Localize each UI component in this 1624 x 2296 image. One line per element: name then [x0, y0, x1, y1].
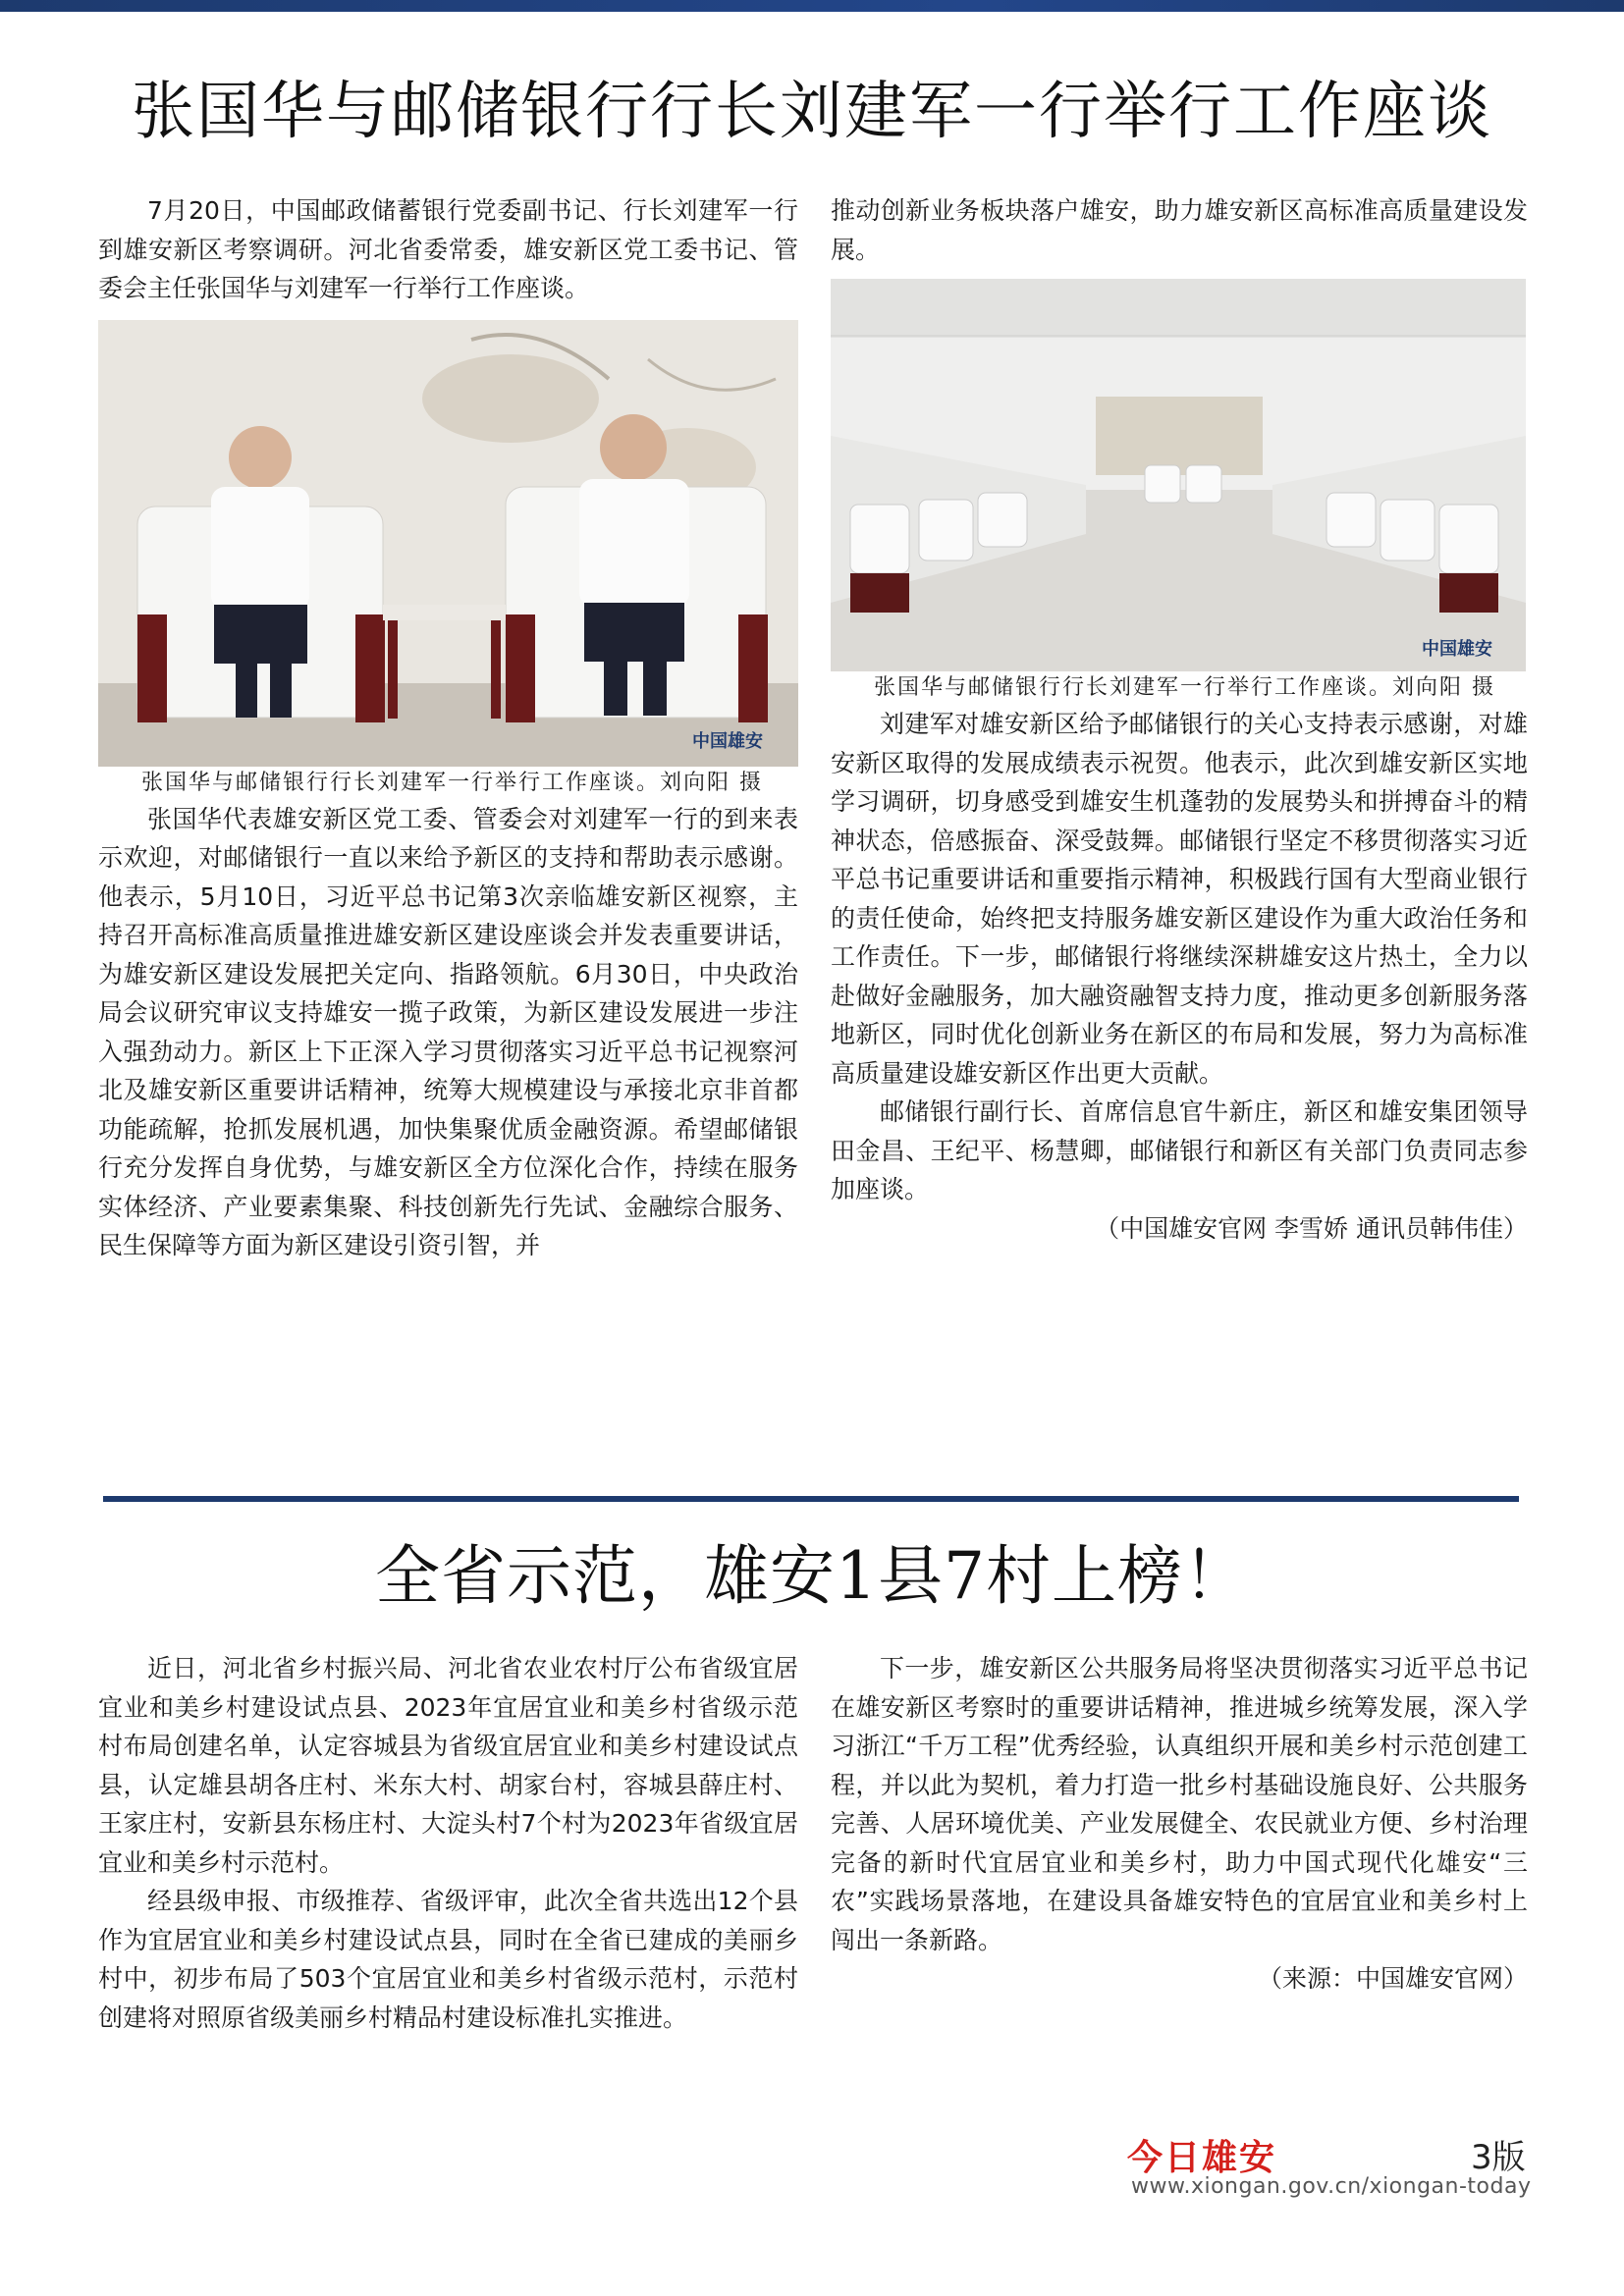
article1-right-continuation: 推动创新业务板块落户雄安，助力雄安新区高标准高质量建设发展。	[831, 196, 1528, 264]
article1-right-column	[831, 191, 1528, 1248]
article2-right-column	[831, 1649, 1528, 1999]
article2-left-p2: 经县级申报、市级推荐、省级评审，此次全省共选出12个县作为宜居宜业和美乡村建设试点县，同时在全省已建成的美丽乡村中，初步布局了503个宜居宜业和美乡村省级示范村，示范村创建将对照原省级美丽乡村精品村建设标准扎实推进。	[98, 1887, 798, 2032]
photo2-watermark: 中国雄安	[1422, 639, 1492, 660]
article2-left-p1: 近日，河北省乡村振兴局、河北省农业农村厅公布省级宜居宜业和美乡村建设试点县、2023年宜居宜业和美乡村省级示范村布局创建名单，认定容城县为省级宜居宜业和美乡村建设试点县，认定雄县胡各庄村、米东大村、胡家台村，容城县薛庄村、王家庄村，安新县东杨庄村、大淀头村7个村为2023年省级宜居宜业和美乡村示范村。	[98, 1654, 798, 1877]
article1-source: （中国雄安官网 李雪娇 通讯员韩伟佳）	[1095, 1213, 1528, 1243]
article2-source: （来源：中国雄安官网）	[1257, 1964, 1528, 1993]
photo-meeting-room	[831, 279, 1526, 671]
photo2-caption: 张国华与邮储银行行长刘建军一行举行工作座谈。刘向阳 摄	[874, 675, 1495, 700]
photo1-watermark: 中国雄安	[692, 730, 763, 752]
article1-intro: 7月20日，中国邮政储蓄银行党委副书记、行长刘建军一行到雄安新区考察调研。河北省委常委，雄安新区党工委书记、管委会主任张国华与刘建军一行举行工作座谈。	[98, 196, 798, 302]
section-divider	[103, 1496, 1519, 1502]
article1-left-column	[98, 191, 798, 1265]
article1-left-body: 张国华代表雄安新区党工委、管委会对刘建军一行的到来表示欢迎，对邮储银行一直以来给予新区的支持和帮助表示感谢。他表示，5月10日，习近平总书记第3次亲临雄安新区视察，主持召开高标准高质量推进雄安新区建设座谈会并发表重要讲话，为雄安新区建设发展把关定向、指路领航。6月30日，中央政治局会议研究审议支持雄安一揽子政策，为新区建设发展进一步注入强劲动力。新区上下正深入学习贯彻落实习近平总书记视察河北及雄安新区重要讲话精神，统筹大规模建设与承接北京非首都功能疏解，抢抓发展机遇，加快集聚优质金融资源。希望邮储银行充分发挥自身优势，与雄安新区全方位深化合作，持续在服务实体经济、产业要素集聚、科技创新先行先试、金融综合服务、民生保障等方面为新区建设引资引智，并	[98, 804, 798, 1259]
article2-title: 全省示范，雄安1县7村上榜！	[375, 1538, 1249, 1614]
footer-logo: 今日雄安	[1127, 2137, 1277, 2178]
article1-right-p1: 刘建军对雄安新区给予邮储银行的关心支持表示感谢，对雄安新区取得的发展成绩表示祝贺。他表示，此次到雄安新区实地学习调研，切身感受到雄安生机蓬勃的发展势头和拼搏奋斗的精神状态，倍感振奋、深受鼓舞。邮储银行坚定不移贯彻落实习近平总书记重要讲话和重要指示精神，积极践行国有大型商业银行的责任使命，始终把支持服务雄安新区建设作为重大政治任务和工作责任。下一步，邮储银行将继续深耕雄安这片热土，全力以赴做好金融服务，加大融资融智支持力度，推动更多创新服务落地新区，同时优化创新业务在新区的布局和发展，努力为高标准高质量建设雄安新区作出更大贡献。	[831, 710, 1528, 1088]
article1-right-p2: 邮储银行副行长、首席信息官牛新庄，新区和雄安集团领导田金昌、王纪平、杨慧卿，邮储银行和新区有关部门负责同志参加座谈。	[831, 1097, 1528, 1203]
article2-left-column	[98, 1649, 798, 2037]
page-number: 3版	[1471, 2138, 1526, 2177]
footer-url[interactable]: www.xiongan.gov.cn/xiongan-today	[1131, 2174, 1532, 2199]
article2-right-p1: 下一步，雄安新区公共服务局将坚决贯彻落实习近平总书记在雄安新区考察时的重要讲话精神，推进城乡统筹发展，深入学习浙江“千万工程”优秀经验，认真组织开展和美乡村示范创建工程，并以此为契机，着力打造一批乡村基础设施良好、公共服务完善、人居环境优美、产业发展健全、农民就业方便、乡村治理完备的新时代宜居宜业和美乡村，助力中国式现代化雄安“三农”实践场景落地，在建设具备雄安特色的宜居宜业和美乡村上闯出一条新路。	[831, 1654, 1528, 1954]
top-color-bar	[0, 0, 1624, 12]
photo-two-officials	[98, 320, 798, 767]
photo1-caption: 张国华与邮储银行行长刘建军一行举行工作座谈。刘向阳 摄	[141, 770, 763, 795]
article1-title: 张国华与邮储银行行长刘建军一行举行工作座谈	[132, 76, 1492, 148]
